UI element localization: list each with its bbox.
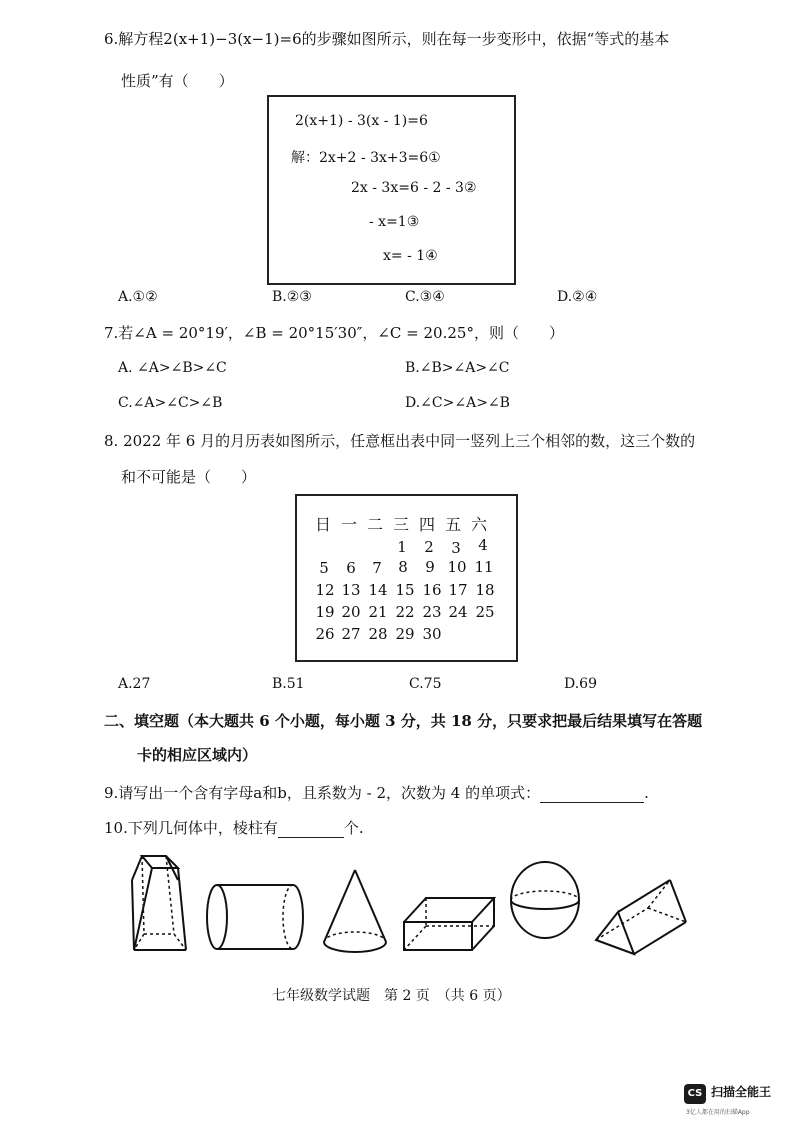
q9-stem: 9.请写出一个含有字母a和b，且系数为 - 2，次数为 4 的单项式： bbox=[104, 784, 541, 802]
calendar-cell: 7 bbox=[372, 559, 382, 577]
q6-step-0: 2(x+1) - 3(x - 1)=6 bbox=[295, 113, 428, 129]
page-footer: 七年级数学试题 第 2 页 （共 6 页） bbox=[272, 988, 511, 1004]
q10-answer-blank[interactable] bbox=[278, 821, 344, 838]
calendar-header-5: 五 bbox=[445, 515, 462, 534]
cuboid-shape bbox=[400, 894, 498, 956]
q9-row bbox=[104, 782, 649, 803]
q10-row bbox=[104, 817, 364, 838]
section2-heading-line2: 卡的相应区域内） bbox=[137, 746, 258, 764]
calendar-header-0: 日 bbox=[315, 515, 332, 534]
section2-heading-line1: 二、填空题（本大题共 6 个小题，每小题 3 分，共 18 分，只要求把最后结果填写在答题 bbox=[104, 712, 703, 730]
cone-shape bbox=[318, 866, 392, 960]
camscanner-logo-icon: CS bbox=[684, 1084, 706, 1104]
calendar-cell: 26 bbox=[315, 625, 335, 643]
q7-option-d: D.∠C>∠A>∠B bbox=[405, 395, 510, 411]
calendar-cell: 19 bbox=[315, 603, 335, 621]
q8-option-d: D.69 bbox=[564, 676, 597, 692]
q6-step-2: 2x - 3x=6 - 2 - 3② bbox=[351, 180, 477, 196]
q7-option-b: B.∠B>∠A>∠C bbox=[405, 360, 510, 376]
calendar-cell: 4 bbox=[478, 536, 488, 554]
q8-stem-line1: 8. 2022 年 6 月的月历表如图所示，任意框出表中同一竖列上三个相邻的数，这三个数的 bbox=[104, 432, 696, 450]
q8-option-c: C.75 bbox=[409, 676, 442, 692]
calendar-cell: 9 bbox=[425, 558, 435, 576]
calendar-cell: 29 bbox=[395, 625, 415, 643]
q8-stem-line2: 和不可能是（ ） bbox=[121, 468, 257, 486]
calendar-cell: 18 bbox=[475, 581, 495, 599]
calendar-cell: 6 bbox=[346, 559, 356, 577]
q9-end: . bbox=[644, 784, 649, 802]
calendar-cell: 3 bbox=[451, 539, 461, 557]
calendar-cell: 25 bbox=[475, 603, 495, 621]
q10-stem-pre: 10.下列几何体中，棱柱有 bbox=[104, 819, 278, 837]
calendar-header-3: 三 bbox=[393, 515, 410, 534]
q6-step-4: x= - 1④ bbox=[383, 248, 438, 264]
calendar-cell: 15 bbox=[395, 581, 415, 599]
calendar-cell: 12 bbox=[315, 581, 335, 599]
q6-step-3: - x=1③ bbox=[369, 214, 420, 230]
calendar-header-4: 四 bbox=[419, 515, 436, 534]
calendar-header-2: 二 bbox=[367, 515, 384, 534]
q8-option-a: A.27 bbox=[118, 676, 151, 692]
calendar-header-1: 一 bbox=[341, 515, 358, 534]
triangular-prism-shape bbox=[592, 874, 690, 958]
square-frustum-shape bbox=[128, 850, 190, 958]
sphere-shape bbox=[507, 858, 583, 942]
q6-solution-box bbox=[267, 95, 516, 285]
q8-option-b: B.51 bbox=[272, 676, 305, 692]
q6-option-c: C.③④ bbox=[405, 289, 445, 305]
calendar-cell: 24 bbox=[448, 603, 468, 621]
q10-stem-post: 个. bbox=[343, 819, 364, 837]
calendar-cell: 22 bbox=[395, 603, 415, 621]
q7-stem: 7.若∠A = 20°19′，∠B = 20°15′30″，∠C = 20.25°，则（ ） bbox=[104, 324, 564, 342]
calendar-cell: 21 bbox=[368, 603, 388, 621]
q6-stem-line2: 性质”有（ ） bbox=[121, 72, 234, 90]
calendar-cell: 11 bbox=[474, 558, 494, 576]
calendar-cell: 27 bbox=[341, 625, 361, 643]
calendar-header-6: 六 bbox=[471, 515, 488, 534]
calendar-cell: 5 bbox=[319, 559, 329, 577]
cylinder-shape bbox=[203, 880, 307, 954]
q6-step-1: 解：2x+2 - 3x+3=6① bbox=[291, 150, 441, 166]
calendar-cell: 14 bbox=[368, 581, 388, 599]
calendar-cell: 20 bbox=[341, 603, 361, 621]
q7-option-a: A. ∠A>∠B>∠C bbox=[118, 360, 227, 376]
calendar-cell: 2 bbox=[424, 538, 434, 556]
q6-stem-line1: 6.解方程2(x+1)−3(x−1)=6的步骤如图所示，则在每一步变形中，依据“等式的基本 bbox=[104, 30, 670, 48]
calendar-cell: 10 bbox=[447, 558, 467, 576]
calendar-cell: 13 bbox=[341, 581, 361, 599]
calendar-cell: 16 bbox=[422, 581, 442, 599]
calendar-cell: 1 bbox=[397, 538, 407, 556]
calendar-cell: 23 bbox=[422, 603, 442, 621]
watermark-subtitle: 3亿人都在用的扫描App bbox=[686, 1109, 750, 1116]
calendar-cell: 28 bbox=[368, 625, 388, 643]
q6-option-a: A.①② bbox=[118, 289, 158, 305]
calendar-cell: 17 bbox=[448, 581, 468, 599]
q7-option-c: C.∠A>∠C>∠B bbox=[118, 395, 223, 411]
calendar-cell: 30 bbox=[422, 625, 442, 643]
q6-option-b: B.②③ bbox=[272, 289, 312, 305]
calendar-cell: 8 bbox=[398, 558, 408, 576]
calendar-box bbox=[295, 494, 518, 662]
watermark-title: 扫描全能王 bbox=[711, 1085, 772, 1099]
q9-answer-blank[interactable] bbox=[540, 786, 644, 803]
q6-option-d: D.②④ bbox=[557, 289, 598, 305]
